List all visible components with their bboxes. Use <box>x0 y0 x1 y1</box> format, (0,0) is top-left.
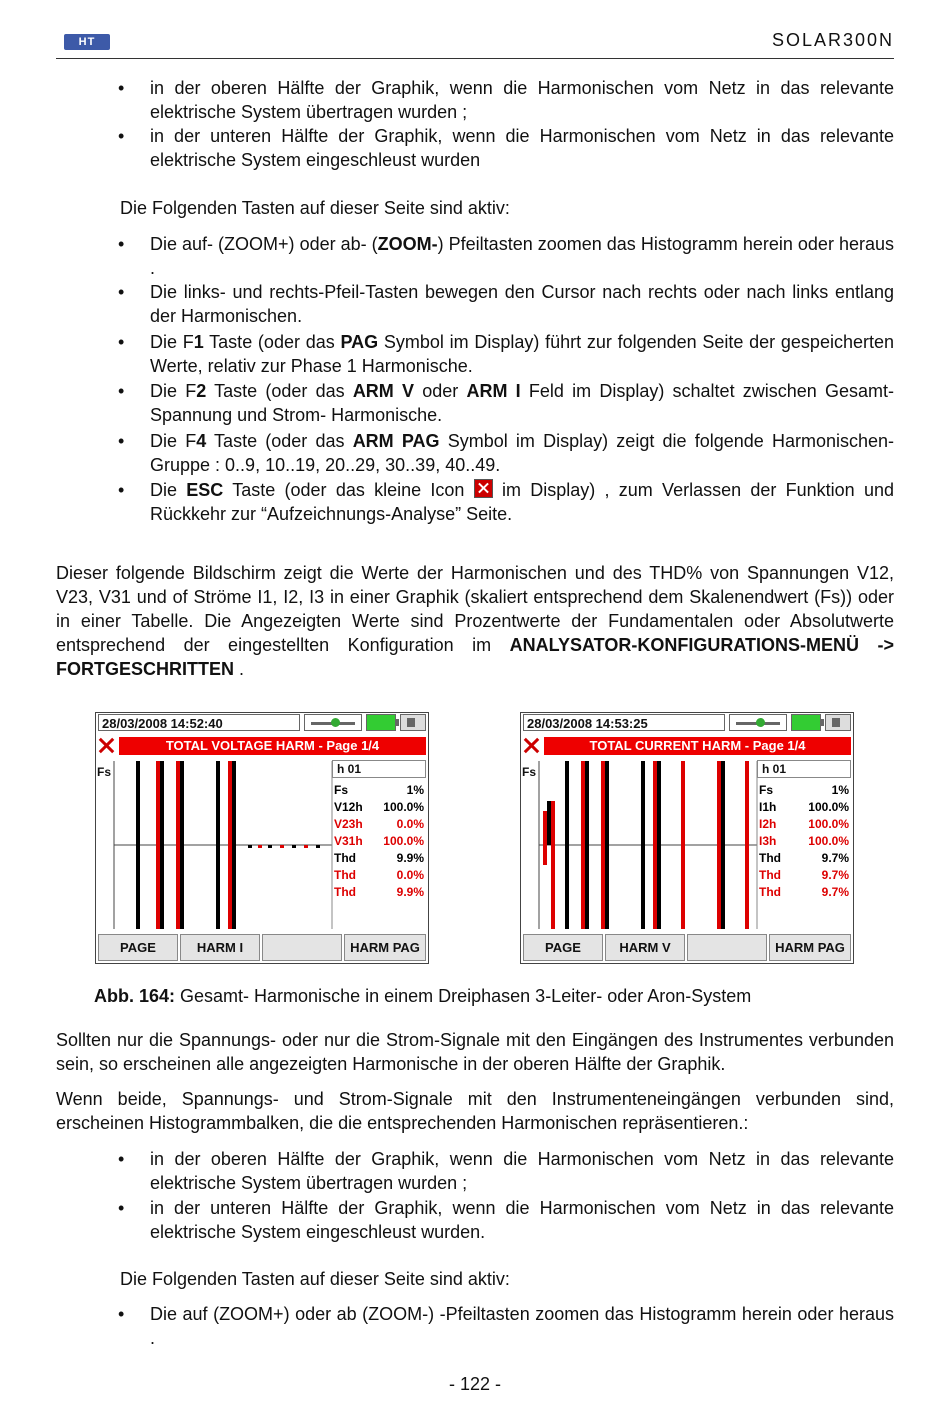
page-number: - 122 - <box>448 1374 502 1394</box>
value-key: Thd <box>334 885 356 899</box>
histogram-bar <box>248 845 252 848</box>
value-number: 100.0% <box>383 834 424 848</box>
close-icon[interactable] <box>522 736 541 755</box>
histogram-bar <box>547 801 551 845</box>
paragraph-intro: Dieser folgende Bildschirm zeigt die Werte der Harmonischen und des THD% von Spannungen V12, V23, V31 und of Ströme I1, I2, I3 in einer Graphik (skaliert entsprechend dem Skalenendwert (Fs)) oder in einer Tabelle. Die Angezeigten Werte sind Prozentwerte der Fundamentalen oder Absolutwerte entsprechend der eingestellten Konfiguration im ANALYSATOR-KONFIGURATIONS-MENÜ -> FORTGESCHRITTEN . <box>56 563 894 679</box>
histogram-bar <box>717 845 721 929</box>
histogram-bar <box>601 845 605 929</box>
value-row <box>759 850 851 866</box>
histogram-bar <box>176 761 180 845</box>
histogram-bar <box>745 845 749 929</box>
histogram-bar <box>228 761 232 845</box>
list-item-esc: • Die ESC Taste (oder das kleine Icon im Display) , zum Verlassen der Funktion und Rückkehr zur “Aufzeichnungs-Analyse” Seite. <box>150 478 894 526</box>
value-row <box>759 816 851 832</box>
softkeys <box>96 933 428 963</box>
value-row <box>334 850 426 866</box>
value-row <box>759 799 851 815</box>
histogram-bar <box>657 761 661 845</box>
model-name: SOLAR300N <box>771 30 894 50</box>
value-key: Fs <box>334 783 349 797</box>
histogram-bar <box>136 845 140 929</box>
value-key: Thd <box>334 868 356 882</box>
histogram-bar <box>585 761 589 845</box>
list-item-f1: • Die F1 Taste (oder das PAG Symbol im Display) führt zur folgenden Seite der gespeicherten Werte, relativ zur Phase 1 Harmonische. <box>150 330 894 378</box>
value-key: I3h <box>759 834 777 848</box>
list-item-f2: • Die F2 Taste (oder das ARM V oder ARM I Feld im Display) schaltet zwischen Gesamt- Spannung und Strom- Harmonische. <box>150 379 894 427</box>
close-icon <box>474 479 493 498</box>
histogram-bar <box>551 845 555 929</box>
value-number: 9.7% <box>821 868 849 882</box>
value-number: 9.9% <box>396 851 424 865</box>
battery-icon <box>791 714 821 731</box>
value-number: 100.0% <box>808 800 849 814</box>
value-row <box>334 833 426 849</box>
histogram-bar <box>180 761 184 845</box>
softkey-harm-v[interactable]: HARM V <box>605 934 685 961</box>
histogram-bar <box>721 845 725 929</box>
value-row <box>334 816 426 832</box>
histogram-bar <box>136 761 140 845</box>
value-number: 100.0% <box>808 834 849 848</box>
histogram-bar <box>268 845 272 848</box>
histogram-bar <box>232 761 236 845</box>
histogram-bar <box>605 845 609 929</box>
value-key: V12h <box>334 800 363 814</box>
battery-icon <box>366 714 396 731</box>
histogram-bar <box>653 845 657 929</box>
fs-label: Fs <box>97 765 112 779</box>
histogram-bar <box>681 761 685 845</box>
softkey-harm-pag[interactable]: HARM PAG <box>769 934 851 961</box>
histogram-bar <box>160 761 164 845</box>
histogram-bar <box>156 845 160 929</box>
histogram-bar <box>316 845 320 848</box>
fs-label: Fs <box>522 765 537 779</box>
probe-icon <box>729 714 787 731</box>
value-row <box>759 833 851 849</box>
histogram-bar <box>601 761 605 845</box>
value-number: 9.7% <box>821 885 849 899</box>
value-row <box>334 867 426 883</box>
list-item: • in der oberen Hälfte der Graphik, wenn die Harmonischen vom Netz in das relevante elektrische System übertragen wurden ; <box>150 76 894 124</box>
list-item: • in der oberen Hälfte der Graphik, wenn die Harmonischen vom Netz in das relevante elektrische System übertragen wurden ; <box>150 1147 894 1195</box>
value-number: 100.0% <box>808 817 849 831</box>
list-item-f4: • Die F4 Taste (oder das ARM PAG Symbol im Display) zeigt die folgende Harmonischen-Gruppe : 0..9, 10..19, 20..29, 30..39, 40..49. <box>150 429 894 477</box>
value-number: 1% <box>831 783 849 797</box>
histogram-bar <box>605 761 609 845</box>
harmonic-index: h 01 <box>757 760 851 778</box>
softkey-page[interactable]: PAGE <box>523 934 603 961</box>
histogram-bar <box>292 845 296 848</box>
value-key: Thd <box>334 851 356 865</box>
histogram-bar <box>657 845 661 929</box>
value-key: I2h <box>759 817 777 831</box>
softkey-page[interactable]: PAGE <box>98 934 178 961</box>
value-key: Thd <box>759 868 781 882</box>
softkey-harm-pag[interactable]: HARM PAG <box>344 934 426 961</box>
paragraph: Sollten nur die Spannungs- oder nur die Strom-Signale mit den Eingängen des Instrumentes verbunden sein, so erscheinen alle angezeigten Harmonische in der oberen Hälfte der Graphik. <box>56 1030 894 1074</box>
value-number: 0.0% <box>396 817 424 831</box>
screen-voltage-harm <box>95 712 429 964</box>
histogram-bar <box>681 845 685 929</box>
list-item: • in der unteren Hälfte der Graphik, wenn die Harmonischen vom Netz in das relevante elektrische System eingeschleust wurden <box>150 124 894 172</box>
figure-caption: Abb. 164: Gesamt- Harmonische in einem Dreiphasen 3-Leiter- oder Aron-System <box>94 986 752 1006</box>
histogram-bar <box>216 845 220 929</box>
value-row <box>334 884 426 900</box>
histogram-bar <box>585 845 589 929</box>
value-row <box>759 884 851 900</box>
histogram-bar <box>216 761 220 845</box>
histogram-bar <box>581 761 585 845</box>
value-row <box>334 799 426 815</box>
values-panel <box>757 760 851 900</box>
histogram-bar <box>543 811 547 845</box>
keys-intro: Die Folgenden Tasten auf dieser Seite sind aktiv: <box>120 1269 510 1289</box>
screen-current-harm <box>520 712 854 964</box>
value-key: Fs <box>759 783 774 797</box>
ht-logo: HT <box>64 34 110 50</box>
histogram-bar <box>180 845 184 929</box>
histogram-bar <box>160 845 164 929</box>
values-panel <box>332 760 426 900</box>
value-number: 100.0% <box>383 800 424 814</box>
screen-title: TOTAL CURRENT HARM - Page 1/4 <box>544 737 851 755</box>
page-header <box>56 26 894 59</box>
histogram-bar <box>176 845 180 929</box>
list-item: • in der unteren Hälfte der Graphik, wenn die Harmonischen vom Netz in das relevante elektrische System eingeschleust wurden. <box>150 1196 894 1244</box>
datetime: 28/03/2008 14:53:25 <box>523 714 725 731</box>
softkey-empty[interactable] <box>262 934 342 961</box>
harmonic-index: h 01 <box>332 760 426 778</box>
histogram-bar <box>543 845 547 865</box>
histogram-bar <box>280 845 284 848</box>
histogram-bar <box>304 845 308 848</box>
histogram-bar <box>551 801 555 845</box>
value-key: Thd <box>759 885 781 899</box>
histogram-bar <box>228 845 232 929</box>
histogram-bar <box>565 845 569 929</box>
value-key: V31h <box>334 834 363 848</box>
histogram-bar <box>717 761 721 845</box>
close-icon[interactable] <box>97 736 116 755</box>
value-number: 0.0% <box>396 868 424 882</box>
list-item-zoom: • Die auf- (ZOOM+) oder ab- (ZOOM-) Pfeiltasten zoomen das Histogramm herein oder heraus . <box>150 232 894 280</box>
value-key: I1h <box>759 800 777 814</box>
value-row <box>334 782 426 798</box>
histogram-bar <box>745 761 749 845</box>
paragraph: Wenn beide, Spannungs- und Strom-Signale mit den Instrumenteneingängen verbunden sind, erscheinen Histogrammbalken, die die entsprechenden Harmonischen repräsentieren.: <box>56 1089 894 1133</box>
histogram-bar <box>653 761 657 845</box>
value-number: 9.9% <box>396 885 424 899</box>
histogram-bar <box>232 845 236 929</box>
histogram-bar <box>565 761 569 845</box>
histogram-bar <box>156 761 160 845</box>
softkey-empty[interactable] <box>687 934 767 961</box>
histogram-bar <box>581 845 585 929</box>
list-item-zoom: • Die auf (ZOOM+) oder ab (ZOOM-) -Pfeiltasten zoomen das Histogramm herein oder heraus . <box>150 1302 894 1350</box>
value-row <box>759 867 851 883</box>
speaker-icon <box>825 714 851 731</box>
histogram-bar <box>641 761 645 845</box>
softkey-harm-i[interactable]: HARM I <box>180 934 260 961</box>
value-key: V23h <box>334 817 363 831</box>
probe-icon <box>304 714 362 731</box>
value-number: 9.7% <box>821 851 849 865</box>
softkeys <box>521 933 853 963</box>
histogram-bar <box>258 845 262 848</box>
value-number: 1% <box>406 783 424 797</box>
screen-title: TOTAL VOLTAGE HARM - Page 1/4 <box>119 737 426 755</box>
speaker-icon <box>400 714 426 731</box>
datetime: 28/03/2008 14:52:40 <box>98 714 300 731</box>
keys-intro: Die Folgenden Tasten auf dieser Seite sind aktiv: <box>120 198 510 218</box>
value-row <box>759 782 851 798</box>
histogram-bar <box>721 761 725 845</box>
histogram-bar <box>641 845 645 929</box>
value-key: Thd <box>759 851 781 865</box>
list-item-cursor: • Die links- und rechts-Pfeil-Tasten bewegen den Cursor nach rechts oder nach links entlang der Harmonischen. <box>150 280 894 328</box>
